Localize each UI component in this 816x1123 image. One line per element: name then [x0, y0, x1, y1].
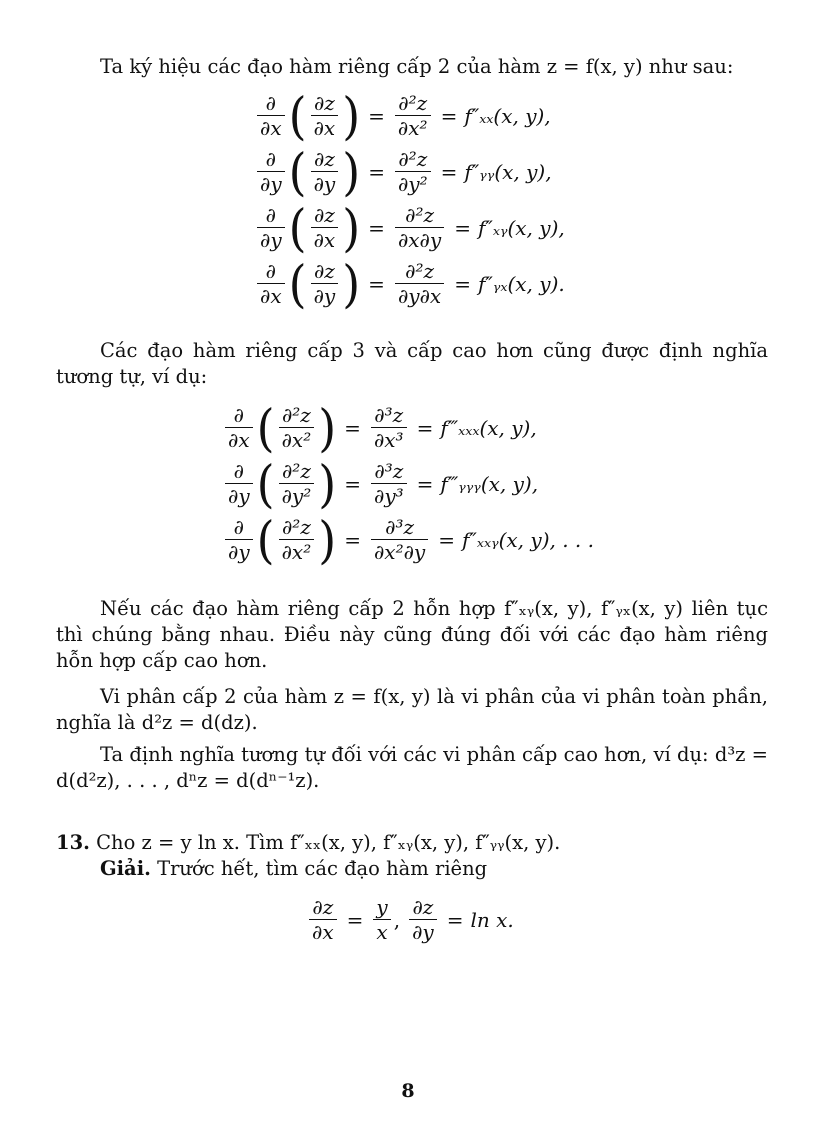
solution-text: Trước hết, tìm các đạo hàm riêng [157, 857, 488, 880]
fraction-numerator: ∂ [233, 403, 244, 427]
fraction [257, 92, 285, 139]
right-paren: ) [318, 397, 337, 458]
equals-sign: = [454, 215, 471, 240]
problem-text: Cho z = y ln x. Tìm f″ₓₓ(x, y), f″ₓᵧ(x, y), f″ᵧᵧ(x, y). [96, 831, 561, 854]
solution-line [56, 856, 768, 882]
fraction [311, 204, 339, 251]
equation-rhs: f″ᵧᵧ(x, y), [464, 159, 552, 184]
fraction-denominator: ∂x² [395, 115, 431, 139]
fraction-numerator: ∂²z [398, 91, 428, 115]
right-paren: ) [342, 85, 361, 146]
third-order-equation [222, 397, 537, 458]
left-paren: ( [256, 509, 275, 570]
fraction-numerator: ∂ [265, 147, 276, 171]
problem-statement [56, 830, 768, 856]
fraction [279, 404, 315, 451]
equation-rhs: f‴ₓₓₓ(x, y), [440, 415, 537, 440]
right-paren: ) [342, 253, 361, 314]
fraction-denominator: ∂y² [395, 171, 431, 195]
equals-sign: = [368, 215, 385, 240]
equals-sign: = [454, 271, 471, 296]
solution-label: Giải. [100, 857, 151, 880]
equals-sign: = [344, 415, 361, 440]
second-differential-paragraph: Vi phân cấp 2 của hàm z = f(x, y) là vi phân của vi phân toàn phần, nghĩa là d²z = d(dz). [56, 685, 768, 734]
fraction [395, 204, 444, 251]
fraction [311, 148, 339, 195]
fraction-denominator: ∂x²∂y [371, 539, 428, 563]
fraction-denominator: ∂x [311, 115, 339, 139]
fraction-numerator: ∂z [313, 91, 335, 115]
fraction [371, 516, 428, 563]
fraction-denominator: ∂y [311, 283, 339, 307]
fraction-denominator: ∂x² [279, 427, 315, 451]
final-equation: $\frac{\partial z}{\partial x}$ = $\frac{y}{x}$ , $\frac{\partial z}{\partial y}$ = ln x. [306, 896, 514, 943]
fraction-numerator: ∂ [265, 203, 276, 227]
fraction-numerator: ∂ [233, 515, 244, 539]
second-order-equation [254, 253, 565, 314]
mixed-partials-paragraph: Nếu các đạo hàm riêng cấp 2 hỗn hợp f″ₓᵧ(x, y), f″ᵧₓ(x, y) liên tục thì chúng bằng nhau. Điều này cũng đúng đối với các đạo hàm riêng hỗn hợp cấp cao hơn. [56, 597, 768, 672]
fraction [371, 404, 407, 451]
left-paren: ( [256, 453, 275, 514]
fraction [395, 260, 444, 307]
fraction [311, 92, 339, 139]
third-order-equation [222, 453, 539, 514]
left-paren: ( [288, 85, 307, 146]
fraction [279, 460, 315, 507]
equation-rhs: f″ᵧₓ(x, y). [477, 271, 565, 296]
fraction-denominator: ∂y∂x [395, 283, 444, 307]
second-order-equation [254, 197, 565, 258]
fraction-denominator: ∂x∂y [395, 227, 444, 251]
fraction-denominator: ∂x [257, 283, 285, 307]
problem-number: 13. [56, 831, 90, 854]
right-paren: ) [342, 141, 361, 202]
equals-sign: = [368, 271, 385, 296]
fraction-numerator: ∂z [313, 203, 335, 227]
fraction-denominator: ∂y³ [371, 483, 407, 507]
fraction [395, 92, 431, 139]
fraction: $\frac{\partial z}{\partial y}$ [409, 896, 437, 943]
page-number: 8 [401, 1080, 415, 1102]
fraction-numerator: ∂²z [405, 259, 435, 283]
fraction-denominator: ∂x [225, 427, 253, 451]
fraction [279, 516, 315, 563]
equals-sign: = [416, 471, 434, 496]
equation-rhs: f‴ᵧᵧᵧ(x, y), [440, 471, 539, 496]
equals-sign: = [440, 159, 458, 184]
right-paren: ) [318, 453, 337, 514]
left-paren: ( [288, 141, 307, 202]
fraction [257, 204, 285, 251]
fraction-denominator: ∂y² [279, 483, 315, 507]
fraction-numerator: ∂³z [385, 515, 415, 539]
equals-sign: = [440, 103, 458, 128]
fraction [311, 260, 339, 307]
fraction-denominator: ∂y [225, 539, 253, 563]
fraction-numerator: ∂z [313, 147, 335, 171]
equation-rhs: f″ₓₓᵧ(x, y), . . . [462, 527, 595, 552]
equals-sign: = [416, 415, 434, 440]
left-paren: ( [288, 253, 307, 314]
fraction-denominator: ∂y [257, 171, 285, 195]
fraction-numerator: ∂ [265, 91, 276, 115]
fraction [257, 260, 285, 307]
fraction-numerator: ∂²z [281, 515, 311, 539]
equals-sign: = [438, 527, 455, 552]
fraction-numerator: ∂³z [374, 403, 404, 427]
equals-sign: = [368, 103, 385, 128]
fraction-denominator: ∂y [257, 227, 285, 251]
equals-sign: = [368, 159, 385, 184]
fraction-numerator: ∂²z [281, 403, 311, 427]
fraction-denominator: ∂y [225, 483, 253, 507]
right-paren: ) [318, 509, 337, 570]
fraction-numerator: ∂ [265, 259, 276, 283]
right-paren: ) [342, 197, 361, 258]
intro-line: Ta ký hiệu các đạo hàm riêng cấp 2 của hàm z = f(x, y) như sau: [100, 55, 734, 78]
fraction: $\frac{\partial z}{\partial x}$ [309, 896, 337, 943]
fraction [257, 148, 285, 195]
fraction-denominator: ∂x³ [371, 427, 407, 451]
fraction-denominator: ∂x [257, 115, 285, 139]
equals-sign: = [344, 471, 361, 496]
equation-rhs: f″ₓᵧ(x, y), [477, 215, 565, 240]
left-paren: ( [256, 397, 275, 458]
third-order-intro: Các đạo hàm riêng cấp 3 và cấp cao hơn cũng được định nghĩa tương tự, ví dụ: [56, 339, 768, 388]
equation-rhs: f″ₓₓ(x, y), [464, 103, 551, 128]
fraction-denominator: ∂x² [279, 539, 315, 563]
fraction-numerator: ∂ [233, 459, 244, 483]
fraction-numerator: ∂²z [398, 147, 428, 171]
second-order-equation [254, 141, 552, 202]
fraction [225, 516, 253, 563]
fraction [371, 460, 407, 507]
fraction-numerator: ∂²z [281, 459, 311, 483]
higher-differential-paragraph: Ta định nghĩa tương tự đối với các vi phân cấp cao hơn, ví dụ: d³z = d(d²z), . . . , dⁿz = d(dⁿ⁻¹z). [56, 743, 768, 792]
fraction-denominator: ∂y [311, 171, 339, 195]
fraction [225, 460, 253, 507]
fraction-numerator: ∂z [313, 259, 335, 283]
fraction [395, 148, 431, 195]
fraction-numerator: ∂³z [374, 459, 404, 483]
fraction: $\frac{y}{x}$ [373, 896, 390, 943]
left-paren: ( [288, 197, 307, 258]
fraction-denominator: ∂x [311, 227, 339, 251]
third-order-equation [222, 509, 595, 570]
fraction-numerator: ∂²z [405, 203, 435, 227]
second-order-equation [254, 85, 551, 146]
equals-sign: = [344, 527, 361, 552]
fraction [225, 404, 253, 451]
